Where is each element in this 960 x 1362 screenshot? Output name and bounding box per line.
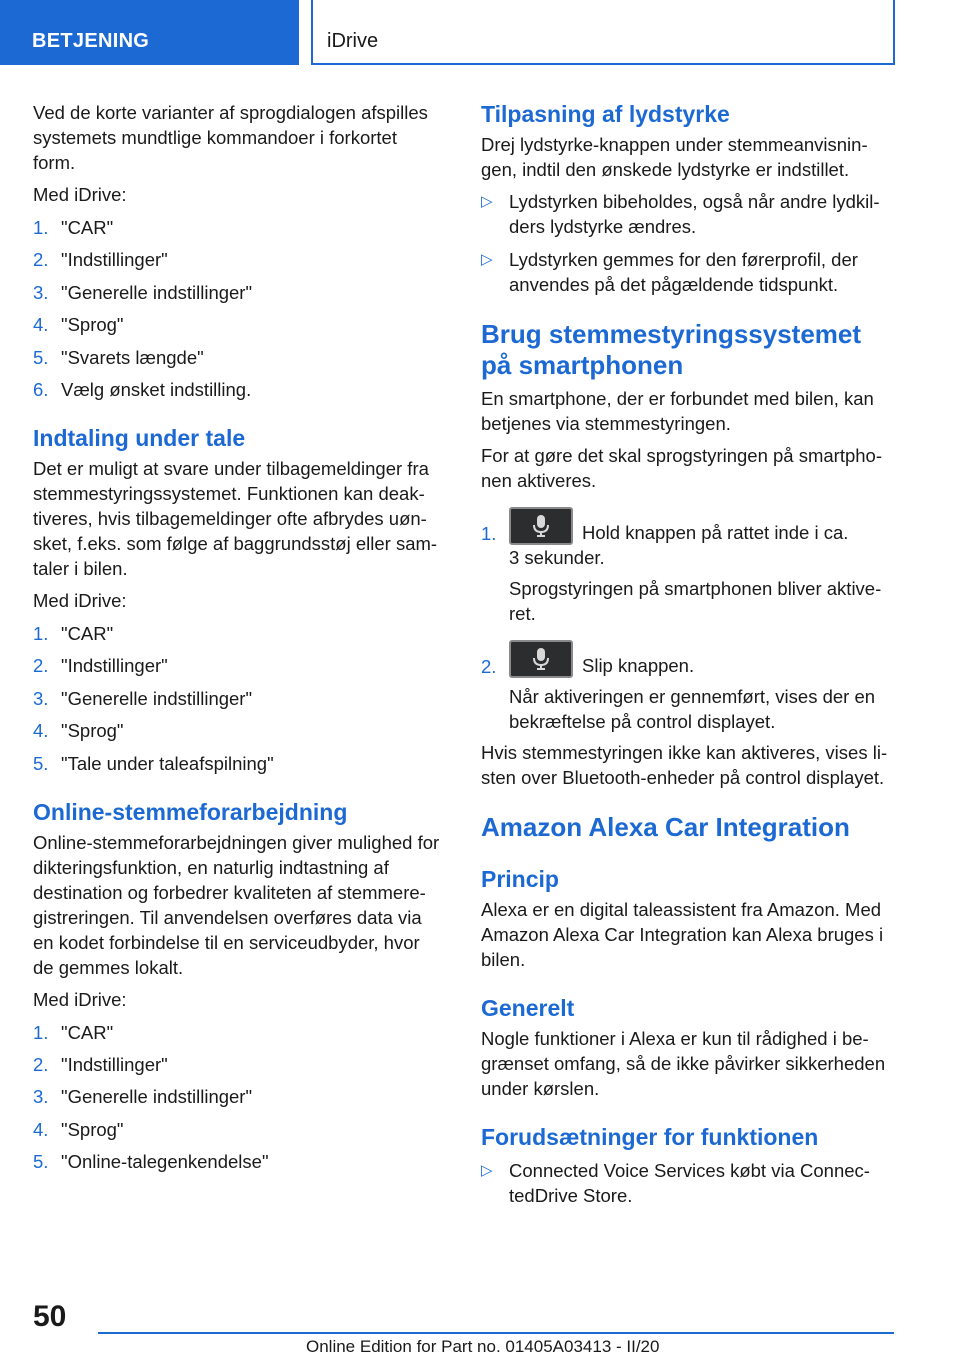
smartphone-paragraph-2: For at gøre det skal sprogstyringen på smartphonen aktiveres. bbox=[481, 445, 883, 491]
chapter-tab: iDrive bbox=[311, 0, 895, 65]
list-item: 5. "Svarets længde" bbox=[33, 346, 204, 368]
heading-online: Online-stemmeforarbejdning bbox=[33, 798, 348, 825]
list-item: 1. "CAR" bbox=[33, 1021, 114, 1043]
list-item: ▷ Lydstyrken bibeholdes, også når andre lydkilders lydstyrke ændres. bbox=[481, 191, 880, 237]
list-item: 6. Vælg ønsket indstilling. bbox=[33, 378, 252, 400]
list-item: 3. "Generelle indstillinger" bbox=[33, 687, 253, 709]
bullets-lydstyrke bbox=[481, 189, 893, 297]
heading-alexa: Amazon Alexa Car Integration bbox=[481, 812, 850, 842]
heading-generelt: Generelt bbox=[481, 995, 575, 1021]
list-item: 4. "Sprog" bbox=[33, 314, 124, 336]
microphone-icon bbox=[509, 507, 573, 545]
lydstyrke-paragraph: Drej lydstyrke-knappen under stemmeanvisningen, indtil den ønskede lydstyrke er indstillet. bbox=[481, 134, 868, 180]
bullets-forudsaetninger bbox=[481, 1158, 893, 1208]
princip-paragraph: Alexa er en digital taleassistent fra Amazon. Med Amazon Alexa Car Integration kan Alexa bruges i bilen. bbox=[481, 899, 884, 970]
generelt-paragraph: Nogle funktioner i Alexa er kun til rådighed i begrænset omfang, så de ikke påvirker sikkerheden under kørslen. bbox=[481, 1028, 886, 1099]
heading-indtaling: Indtaling under tale bbox=[33, 424, 246, 451]
step-release-button: 2. Slip knappen. Når aktiveringen er gennemført, vises der en bekræftelse på control displayet. bbox=[481, 640, 893, 734]
left-column bbox=[33, 100, 443, 1181]
med-idrive-label: Med iDrive: bbox=[33, 184, 127, 205]
list-item: 3. "Generelle indstillinger" bbox=[33, 281, 253, 303]
med-idrive-label: Med iDrive: bbox=[33, 988, 127, 1010]
list-item: 2. "Indstillinger" bbox=[33, 655, 168, 677]
med-idrive-label: Med iDrive: bbox=[33, 589, 127, 611]
list-item: 1. "CAR" bbox=[33, 217, 114, 238]
step-text-continued: 3 sekunder. bbox=[509, 547, 605, 568]
indtaling-paragraph: Det er muligt at svare under tilbagemeldinger fra stemmestyringssystemet. Funktionen kan deaktiveres, hvis tilbagemeldinger ofte afbrydes uønsket, f.eks. som følge af baggrundsstøj eller samtaler i bilen. bbox=[33, 457, 438, 579]
heading-forudsaetninger: Forudsætninger for funktionen bbox=[481, 1124, 819, 1150]
microphone-icon bbox=[509, 640, 573, 678]
list-item: 5. "Online-talegenkendelse" bbox=[33, 1151, 269, 1173]
smartphone-paragraph-3: Hvis stemmestyringen ikke kan aktiveres, vises listen over Bluetooth-enheder på control displayet. bbox=[481, 742, 888, 788]
steps-list-online bbox=[33, 1020, 443, 1175]
intro-paragraph: Ved de korte varianter af sprogdialogen afspilles systemets mundtlige kommandoer i forkortet form. bbox=[33, 102, 428, 173]
footer-divider bbox=[98, 1332, 894, 1334]
list-item: 3. "Generelle indstillinger" bbox=[33, 1086, 253, 1108]
list-item: 2. "Indstillinger" bbox=[33, 1053, 168, 1075]
steps-list-barge-in bbox=[33, 621, 443, 776]
step-hold-button: 1. Hold knappen på rattet inde i ca. 3 sekunder. Sprogstyringen på smartphonen bliver aktiveret. bbox=[481, 507, 893, 626]
list-item: ▷ Connected Voice Services købt via ConnectedDrive Store. bbox=[481, 1160, 870, 1206]
list-item: 1. "CAR" bbox=[33, 622, 114, 644]
right-column bbox=[481, 100, 893, 1216]
list-item: 4. "Sprog" bbox=[33, 720, 124, 742]
section-tab: BETJENING bbox=[0, 0, 299, 65]
step-result: Sprogstyringen på smartphonen bliver aktiveret. bbox=[509, 578, 882, 624]
steps-list-response-length bbox=[33, 215, 443, 402]
step-text: Hold knappen på rattet inde i ca. bbox=[582, 522, 849, 543]
list-item: ▷ Lydstyrken gemmes for den førerprofil, der anvendes på det pågældende tidspunkt. bbox=[481, 249, 858, 295]
list-item: 4. "Sprog" bbox=[33, 1118, 124, 1140]
heading-smartphone: Brug stemmestyringssystemet på smartphonen bbox=[481, 319, 862, 380]
step-result: Når aktiveringen er gennemført, vises der en bekræftelse på control displayet. bbox=[509, 686, 876, 732]
heading-lydstyrke: Tilpasning af lydstyrke bbox=[481, 101, 730, 127]
step-text: Slip knappen. bbox=[582, 655, 695, 676]
page-number: 50 bbox=[33, 1300, 67, 1333]
online-paragraph: Online-stemmeforarbejdningen giver mulighed for dikteringsfunktion, en naturlig indtastning af destination og forbedrer kvaliteten af stemmeregistreringen. Til anvendelsen overføres data via en kodet forbindelse til en serviceudbyder, hvor de gemmes lokalt. bbox=[33, 831, 440, 978]
footer-edition: Online Edition for Part no. 01405A03413 - II/20 bbox=[306, 1337, 660, 1356]
list-item: 5. "Tale under taleafspilning" bbox=[33, 752, 274, 774]
heading-princip: Princip bbox=[481, 866, 559, 892]
smartphone-paragraph-1: En smartphone, der er forbundet med bilen, kan betjenes via stemmestyringen. bbox=[481, 388, 874, 434]
list-item: 2. "Indstillinger" bbox=[33, 249, 168, 271]
